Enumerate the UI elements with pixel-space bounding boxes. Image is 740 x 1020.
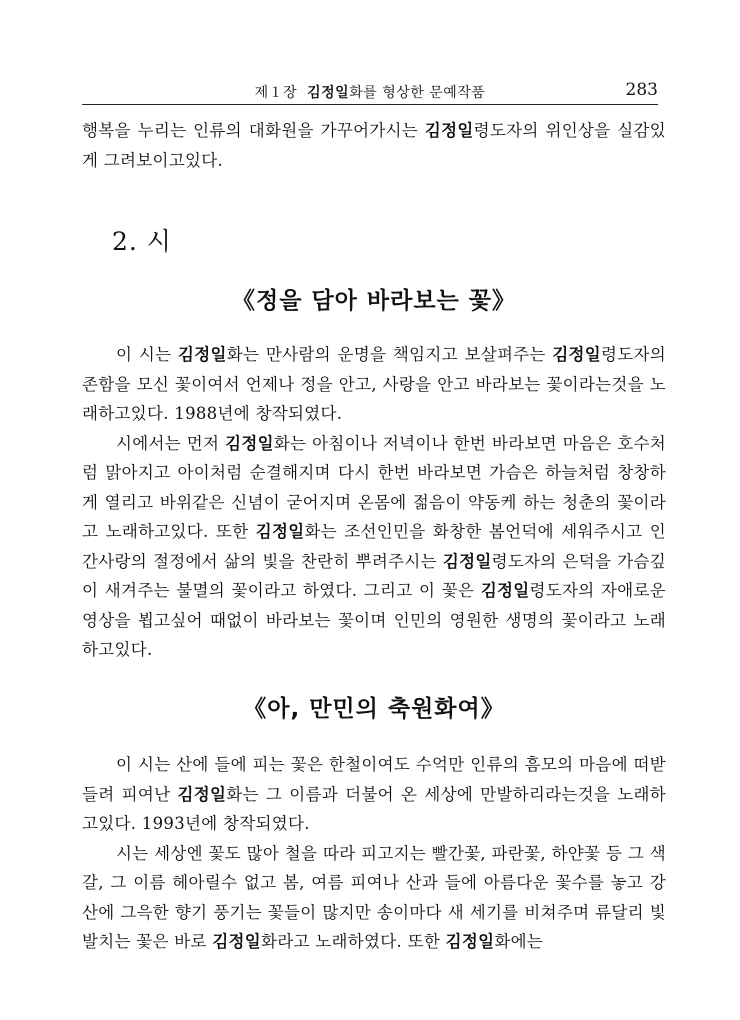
text-span: 령도자의 자애로운 영상을 뵙고싶어 때없이 바라보는 꽃이며 인민의 영원한 생명의 꽃이라고 노래하고있다. [82, 581, 666, 659]
header-chapter: 제１장 [254, 85, 298, 101]
poem2-paragraph-2 [82, 839, 666, 957]
bold-name: 김정일 [225, 433, 274, 453]
text-span: 시는 세상엔 꽃도 많아 철을 따라 피고지는 빨간꽃, 파란꽃, 하얀꽃 등 그 색갈, 그 이름 헤아릴수 없고 봄, 여름 피여나 산과 들에 아름다운 꽃수를 놓고 강산에 그윽한 향기 풍기는 꽃들이 많지만 송이마다 새 세기를 비쳐주며 류달리 빛발치는 꽃은 바로 [82, 843, 666, 951]
text-span: 화에는 [494, 932, 544, 951]
text-span: 이 시는 [116, 345, 179, 364]
header-title [82, 82, 658, 102]
text-span: 령도자의 존함을 모신 꽃이여서 언제나 정을 안고, 사랑을 안고 바라보는 꽃이라는것을 노래하고있다. 1988년에 창작되였다. [82, 345, 666, 423]
bold-name: 김정일 [442, 551, 492, 571]
header-title-rest: 화를 형상한 문예작품 [349, 85, 486, 101]
intro-paragraph [82, 116, 666, 175]
bold-name: 김정일 [255, 522, 305, 541]
bold-name: 김정일 [480, 581, 530, 600]
bold-name: 김정일 [552, 345, 602, 364]
page-number: 283 [625, 80, 658, 100]
poem2-body [82, 750, 666, 957]
bold-name: 김정일 [445, 932, 495, 951]
text-span: 화는 만사람의 운명을 책임지고 보살펴주는 [226, 345, 553, 364]
text-span: 시에서는 먼저 [116, 433, 226, 453]
bold-name: 김정일 [177, 784, 227, 804]
bold-name: 김정일 [212, 932, 262, 951]
text-span: 령도자의 은덕을 가슴깊이 새겨주는 불멸의 꽃이라고 하였다. 그리고 이 꽃은 [82, 551, 666, 600]
text-span: 화라고 노래하였다. 또한 [261, 932, 446, 951]
intro-bold-name: 김정일 [424, 121, 474, 140]
section-heading: 2. 시 [112, 227, 172, 256]
poem1-title: 《정을 담아 바라보는 꽃》 [232, 288, 516, 314]
header-title-bold: 김정일 [307, 85, 350, 101]
running-header [82, 78, 658, 105]
text-span: 화는 아침이나 저녁이나 한번 바라보면 마음은 호수처럼 맑아지고 아이처럼 순결해지며 다시 한번 바라보면 가슴은 하늘처럼 창창하게 열리고 바위같은 신념이 굳어지며 온몸에 젊음이 약동케 하는 청춘의 꽃이라고 노래하고있다. 또한 [82, 433, 667, 541]
intro-text-b: 령도자의 위인상을 실감있게 그려보이고있다. [82, 121, 666, 170]
text-span: 화는 그 이름과 더불어 온 세상에 만발하리라는것을 노래하고있다. 1993년에 창작되였다. [82, 784, 666, 833]
text-span: 화는 조선인민을 화창한 봄언덕에 세워주시고 인간사랑의 절정에서 삶의 빛을 찬란히 뿌려주시는 [82, 522, 666, 571]
text-span: 이 시는 산에 들에 피는 꽃은 한철이여도 수억만 인류의 흠모의 마음에 떠받들려 피여난 [82, 755, 666, 804]
poem1-body [82, 340, 666, 665]
poem2-paragraph-1 [82, 750, 666, 839]
intro-text-a: 행복을 누리는 인류의 대화원을 가꾸어가시는 [82, 121, 425, 140]
bold-name: 김정일 [178, 345, 227, 364]
poem1-paragraph-1 [82, 340, 666, 429]
poem2-title: 《아, 만민의 축원화여》 [243, 696, 505, 722]
poem1-paragraph-2 [82, 429, 666, 665]
